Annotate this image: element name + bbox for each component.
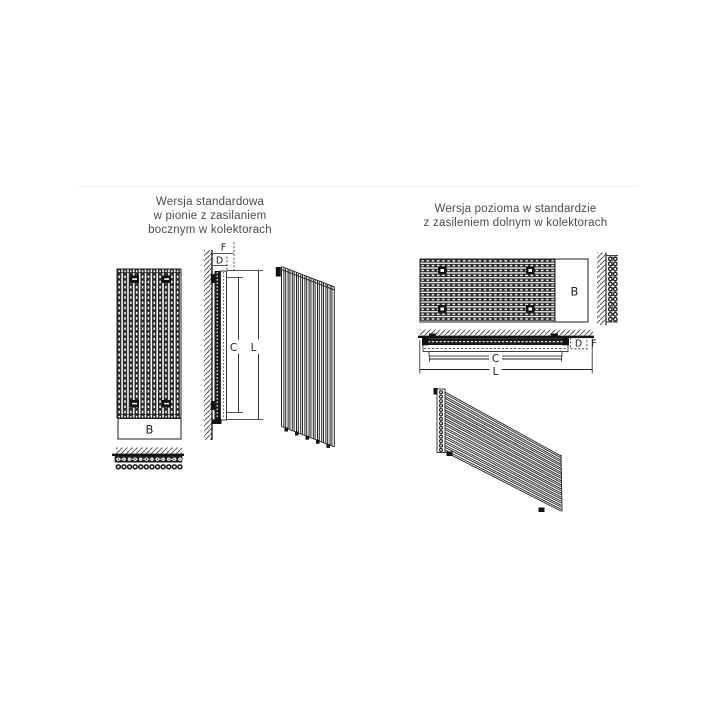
bracket-tab (276, 267, 281, 277)
wall-bracket (211, 401, 215, 410)
right-title-line-2: z zasileniem dolnym w kolektorach (423, 217, 608, 229)
plan-view (112, 448, 184, 467)
wall-hook (551, 334, 558, 338)
top-view (418, 330, 597, 379)
dim-label-total-length: L (250, 342, 257, 354)
left-section-title (120, 195, 300, 237)
perspective-view (434, 388, 563, 512)
valve (212, 420, 222, 425)
section-divider (79, 186, 638, 187)
dim-label-collector-length: C (491, 353, 500, 365)
dim-label-width: B (145, 422, 154, 437)
dim-label-depth: D (215, 255, 224, 267)
left-title-line-3: bocznym w kolektorach (148, 224, 272, 236)
right-title-line-1: Wersja pozioma w standardzie (434, 203, 597, 215)
dim-label-collector-length: C (229, 342, 238, 354)
wall-hatch (116, 448, 182, 455)
left-title-line-2: w pionie z zasilaniem (153, 210, 267, 222)
front-view (117, 269, 181, 439)
side-view (597, 253, 618, 326)
dim-label-wall-distance: F (220, 242, 227, 254)
horizontal-radiator-diagram (400, 238, 640, 528)
wall-bracket (211, 274, 215, 283)
front-view (420, 259, 588, 322)
dim-label-total-length: L (492, 366, 499, 378)
side-view (204, 243, 263, 441)
dim-label-width: B (570, 284, 579, 299)
end-collector (563, 337, 570, 345)
right-section-title (408, 202, 623, 230)
vertical-radiator-diagram (80, 238, 400, 490)
dim-label-wall-distance: F (591, 338, 597, 350)
wall-hatch (420, 330, 593, 337)
end-collector (422, 337, 429, 345)
perspective-view (276, 267, 335, 448)
dim-label-depth: D (574, 338, 583, 350)
wall-hatch (597, 253, 606, 326)
wall-hook (429, 334, 436, 338)
left-title-line-1: Wersja standardowa (155, 196, 265, 208)
